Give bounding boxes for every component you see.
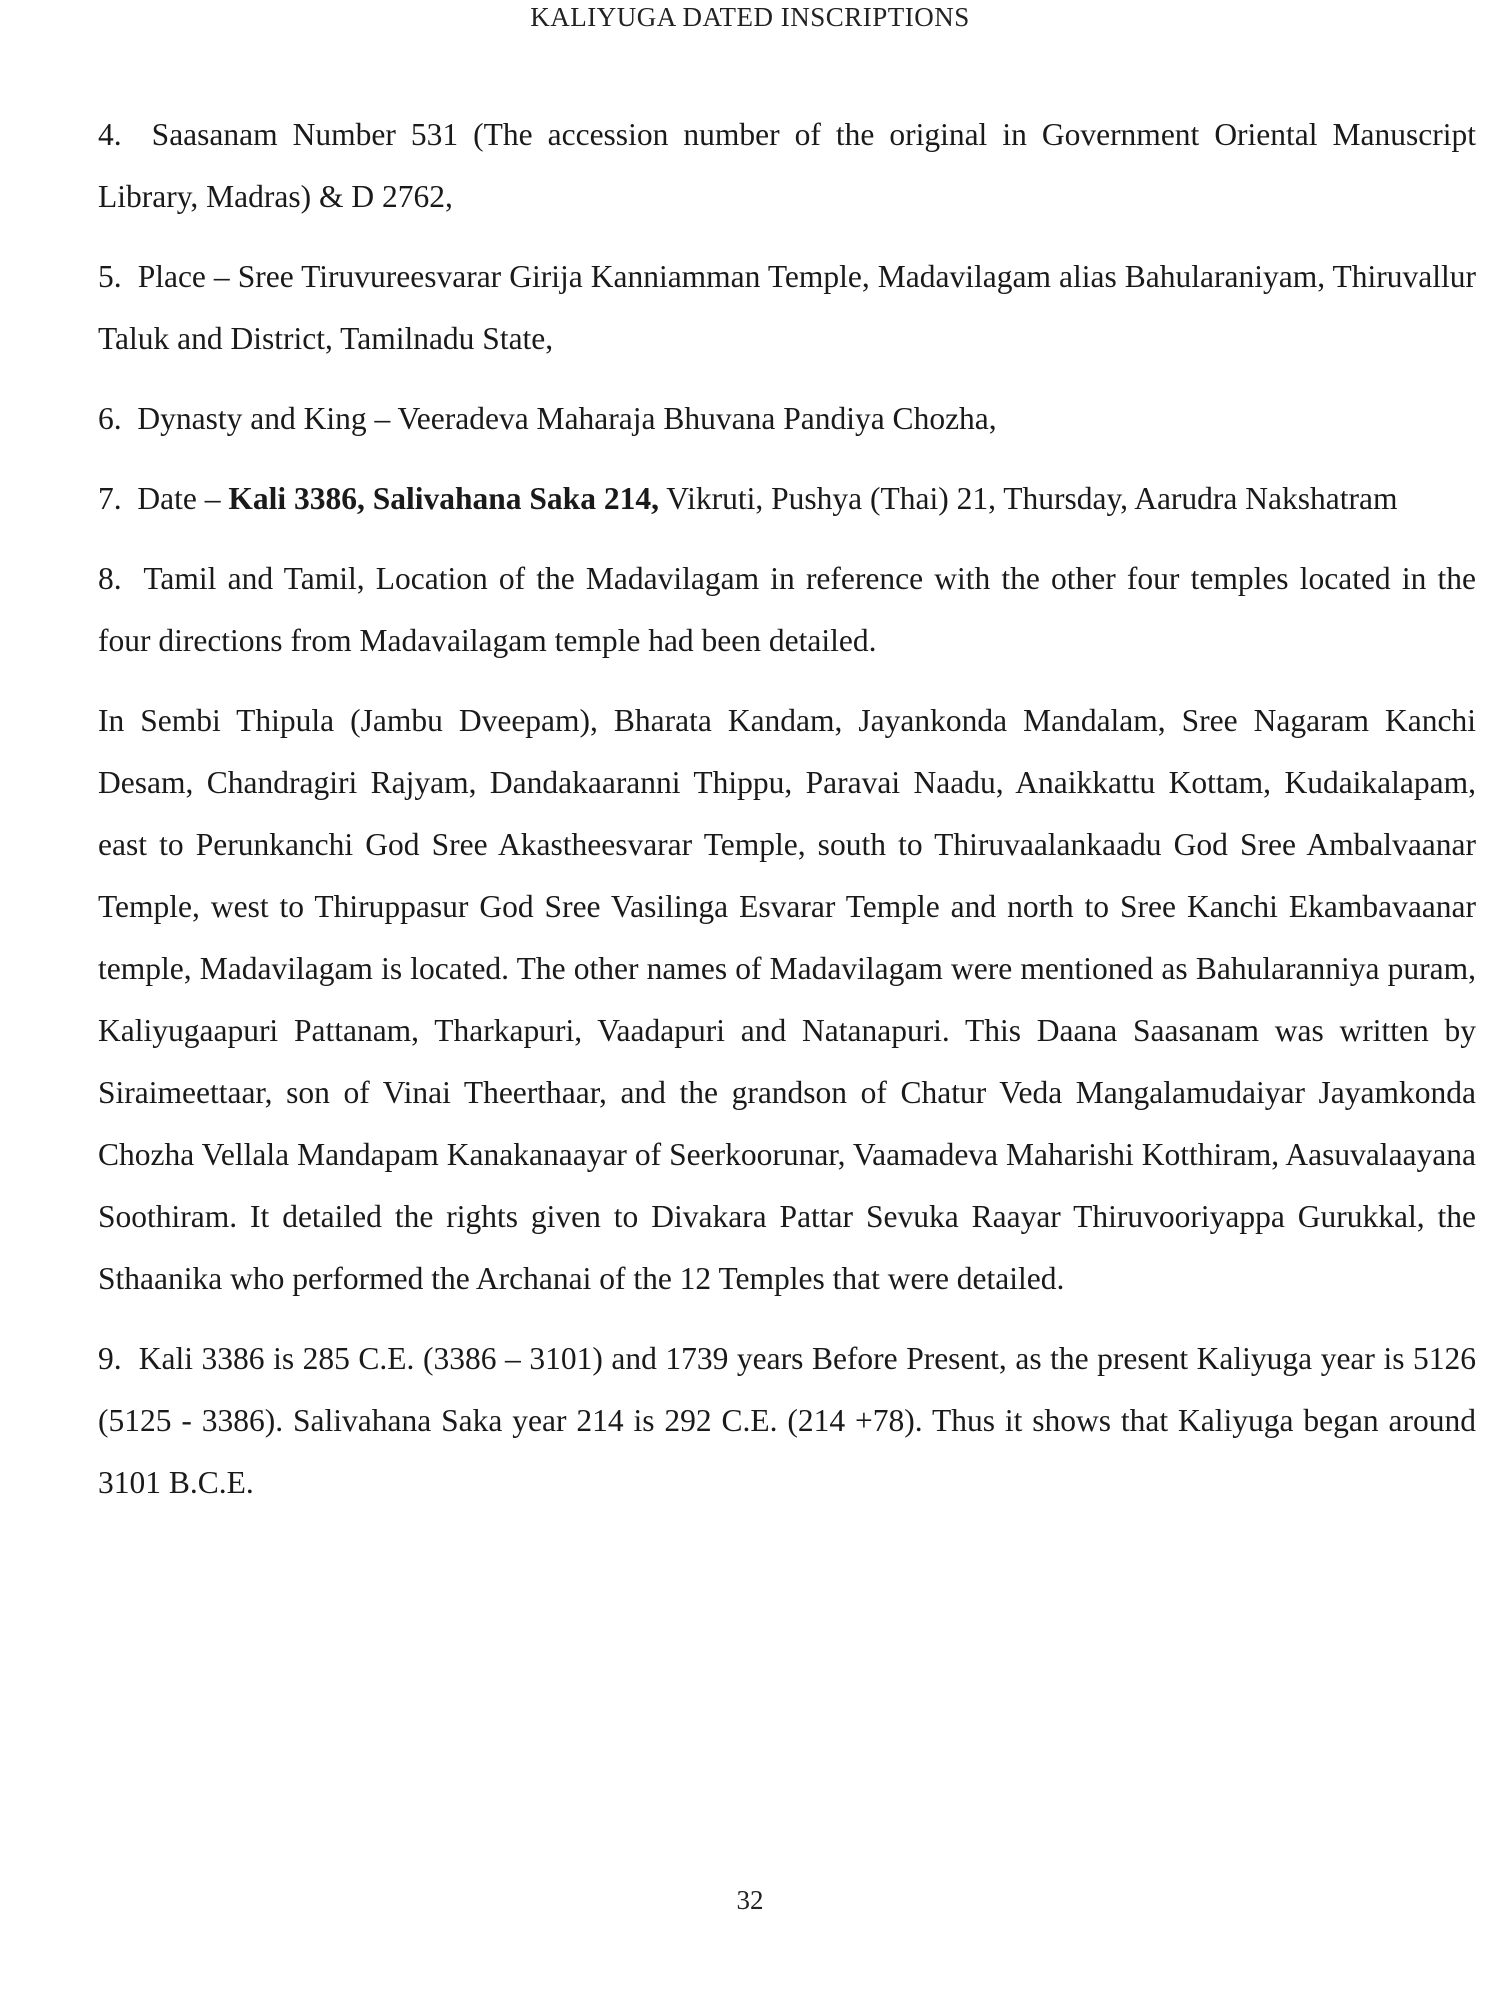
item-number: 6. [98,401,122,436]
list-item-5 [98,246,1476,370]
item-bold-date: Kali 3386, Salivahana Saka 214, [228,481,659,516]
list-item-6 [98,388,1476,450]
item-number: 4. [98,117,122,152]
item-text: Saasanam Number 531 (The accession number of the original in Government Oriental Manuscript Library, Madras) & D 2762, [98,117,1477,214]
list-item-9 [98,1328,1476,1514]
item-text: Tamil and Tamil, Location of the Madavilagam in reference with the other four temples located in the four directions from Madavailagam temple had been detailed. [98,561,1476,658]
item-number: 8. [98,561,122,596]
item-number: 5. [98,259,122,294]
item-text: Kali 3386 is 285 C.E. (3386 – 3101) and 1739 years Before Present, as the present Kaliyuga year is 5126 (5125 - 3386). Salivahana Saka year 214 is 292 C.E. (214 +78). Thus it shows that Kaliyuga began around 3101 B.C.E. [98,1341,1477,1500]
list-item-7 [98,468,1476,530]
item-text: Dynasty and King – Veeradeva Maharaja Bhuvana Pandiya Chozha, [137,401,997,436]
item-text: Place – Sree Tiruvureesvarar Girija Kanniamman Temple, Madavilagam alias Bahularaniyam, Thiruvallur Taluk and District, Tamilnadu State, [98,259,1476,356]
page-content [98,104,1476,1532]
page-number: 32 [736,1885,764,1915]
list-item-8 [98,548,1476,672]
list-item-4 [98,104,1476,228]
running-head: KALIYUGA DATED INSCRIPTIONS [530,2,970,32]
body-paragraph: In Sembi Thipula (Jambu Dveepam), Bharata Kandam, Jayankonda Mandalam, Sree Nagaram Kanchi Desam, Chandragiri Rajyam, Dandakaaranni Thippu, Paravai Naadu, Anaikkattu Kottam, Kudaikalapam, east to Perunkanchi God Sree Akastheesvarar Temple, south to Thiruvaalankaadu God Sree Ambalvaanar Temple, west to Thiruppasur God Sree Vasilinga Esvarar Temple and north to Sree Kanchi Ekambavaanar temple, Madavilagam is located. The other names of Madavilagam were mentioned as Bahularanniya puram, Kaliyugaapuri Pattanam, Tharkapuri, Vaadapuri and Natanapuri. This Daana Saasanam was written by Siraimeettaar, son of Vinai Theerthaar, and the grandson of Chatur Veda Mangalamudaiyar Jayamkonda Chozha Vellala Mandapam Kanakanaayar of Seerkoorunar, Vaamadeva Maharishi Kotthiram, Aasuvalaayana Soothiram. It detailed the rights given to Divakara Pattar Sevuka Raayar Thiruvooriyappa Gurukkal, the Sthaanika who performed the Archanai of the 12 Temples that were detailed. [98,703,1476,1296]
item-text: Vikruti, Pushya (Thai) 21, Thursday, Aarudra Nakshatram [666,481,1398,516]
item-number: 7. [98,481,122,516]
item-number: 9. [98,1341,122,1376]
item-lead: Date – [137,481,221,516]
